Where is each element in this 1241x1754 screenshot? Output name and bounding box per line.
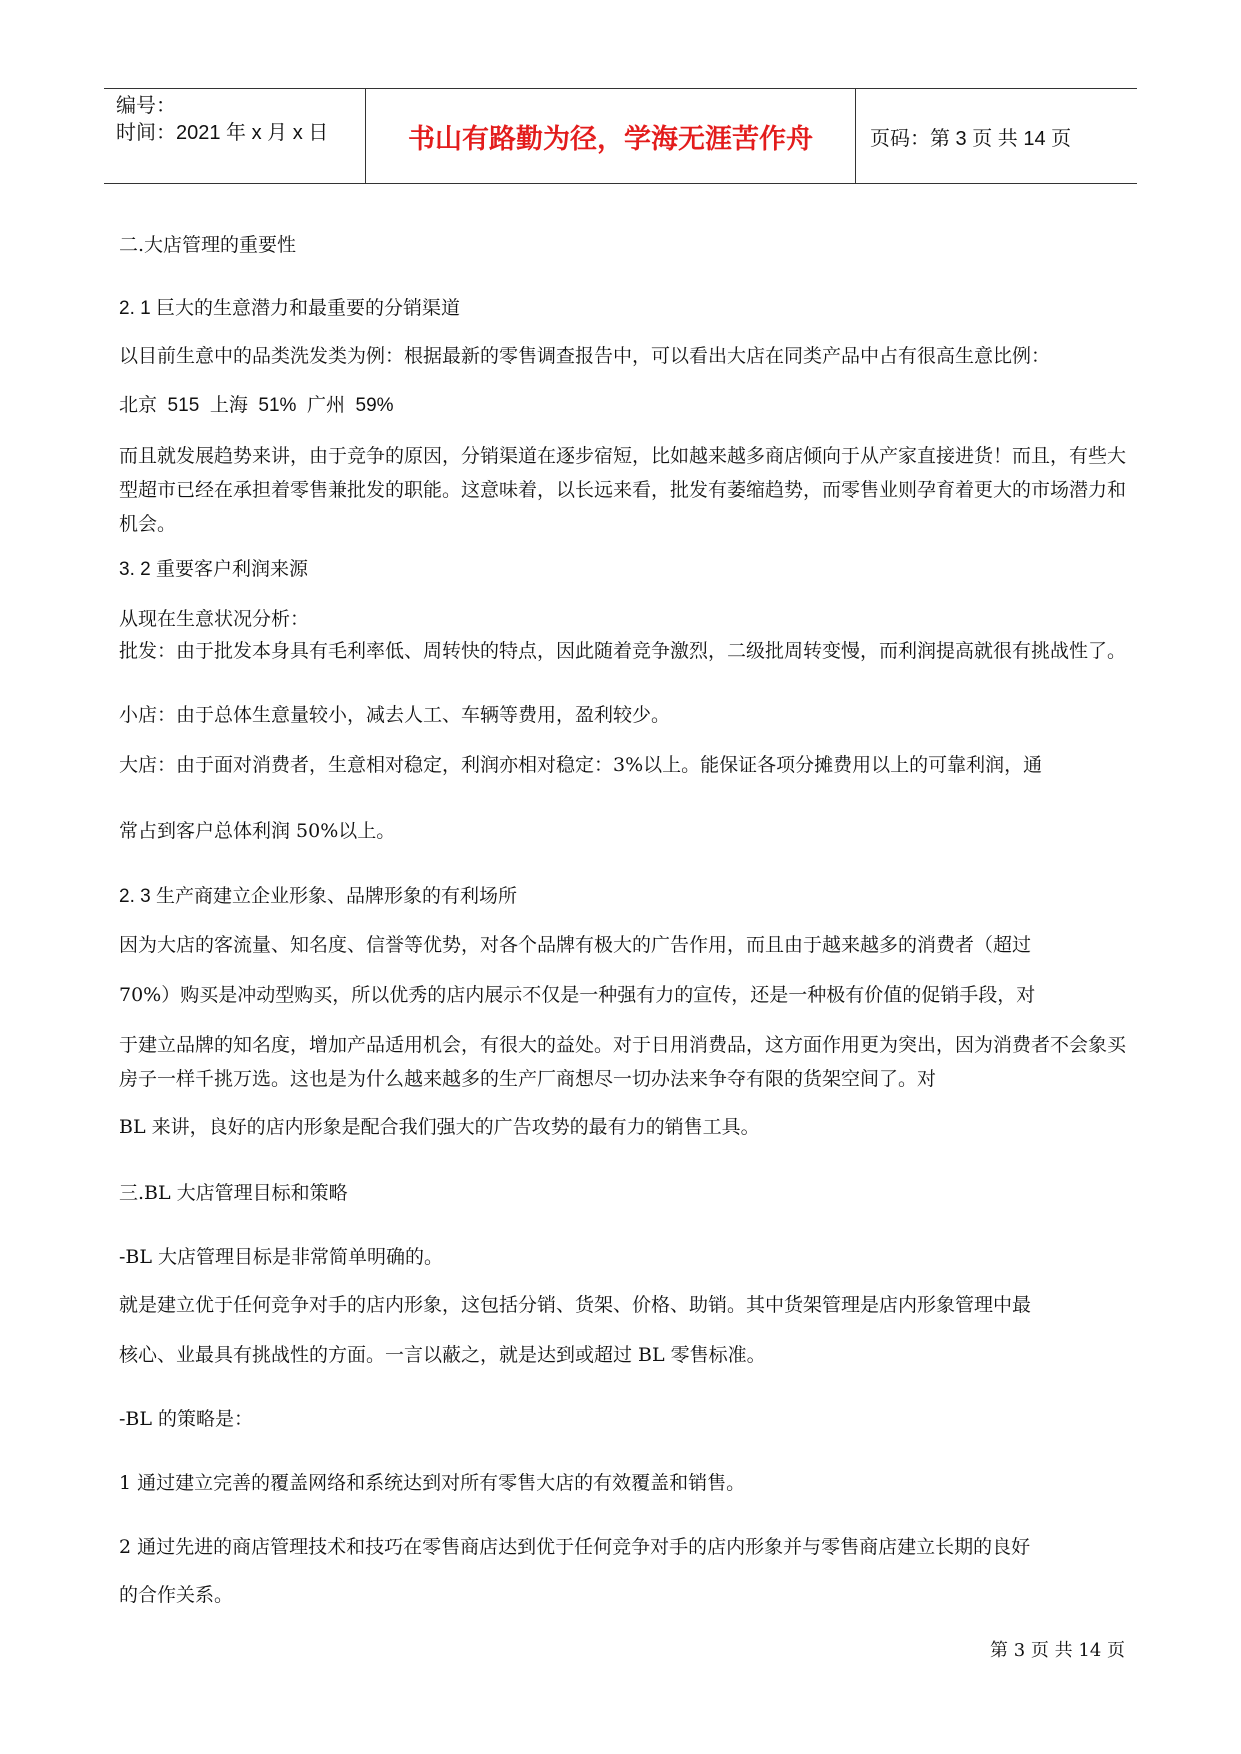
time-label: 时间：2021 年 x 月 x 日 bbox=[116, 122, 329, 144]
paragraph: 大店：由于面对消费者，生意相对稳定，利润亦相对稳定：3%以上。能保证各项分摊费用以上的可靠利润，通 bbox=[119, 754, 1043, 776]
page-footer: 第 3 页 共 14 页 bbox=[990, 1640, 1125, 1661]
strategy-item-1: 1 通过建立完善的覆盖网络和系统达到对所有零售大店的有效覆盖和销售。 bbox=[119, 1472, 746, 1494]
strategy-item-2-cont: 的合作关系。 bbox=[119, 1584, 234, 1606]
goal-title: -BL 大店管理目标是非常简单明确的。 bbox=[119, 1246, 444, 1268]
header-motto: 书山有路勤为径，学海无涯苦作舟 bbox=[366, 89, 856, 183]
header-meta-cell bbox=[104, 89, 366, 183]
header-page-label: 页码：第 3 页 共 14 页 bbox=[870, 127, 1072, 150]
paragraph: BL 来讲，良好的店内形象是配合我们强大的广告攻势的最有力的销售工具。 bbox=[119, 1116, 760, 1138]
paragraph: 就是建立优于任何竞争对手的店内形象，这包括分销、货架、价格、助销。其中货架管理是店内形象管理中最 bbox=[119, 1294, 1032, 1316]
paragraph: 而且就发展趋势来讲，由于竞争的原因，分销渠道在逐步宿短，比如越来越多商店倾向于从产家直接进货！而且，有些大型超市已经在承担着零售兼批发的职能。这意味着，以长远来看，批发有萎缩趋势，而零售业则孕育着更大的市场潜力和机会。 bbox=[119, 445, 1127, 535]
section-3-title: 三.BL 大店管理目标和策略 bbox=[119, 1182, 348, 1204]
strategy-item-2: 2 通过先进的商店管理技术和技巧在零售商店达到优于任何竞争对手的店内形象并与零售商店建立长期的良好 bbox=[119, 1536, 1031, 1558]
section-2-title: 二.大店管理的重要性 bbox=[119, 234, 297, 256]
city-stats: 北京 515 上海 51% 广州 59% bbox=[119, 395, 394, 416]
paragraph: 批发：由于批发本身具有毛利率低、周转快的特点，因此随着竞争激烈，二级批周转变慢，而利润提高就很有挑战性了。 bbox=[119, 640, 1127, 662]
paragraph: 常占到客户总体利润 50%以上。 bbox=[119, 820, 396, 842]
paragraph: 小店：由于总体生意量较小，减去人工、车辆等费用，盈利较少。 bbox=[119, 704, 671, 726]
paragraph: 从现在生意状况分析： bbox=[119, 608, 310, 630]
paragraph: 因为大店的客流量、知名度、信誉等优势，对各个品牌有极大的广告作用，而且由于越来越多的消费者（超过 bbox=[119, 934, 1032, 956]
subsection-3-2-title: 3. 2 重要客户利润来源 bbox=[119, 559, 308, 580]
paragraph: 于建立品牌的知名度，增加产品适用机会，有很大的益处。对于日用消费品，这方面作用更为突出，因为消费者不会象买房子一样千挑万选。这也是为什么越来越多的生产厂商想尽一切办法来争夺有限的货架空间了。对 bbox=[119, 1034, 1127, 1090]
paragraph: 70%）购买是冲动型购买，所以优秀的店内展示不仅是一种强有力的宣传，还是一种极有价值的促销手段，对 bbox=[119, 984, 1036, 1006]
strategy-title: -BL 的策略是： bbox=[119, 1408, 254, 1430]
paragraph: 以目前生意中的品类洗发类为例：根据最新的零售调查报告中，可以看出大店在同类产品中占有很高生意比例： bbox=[119, 345, 1051, 367]
paragraph: 核心、业最具有挑战性的方面。一言以蔽之，就是达到或超过 BL 零售标准。 bbox=[119, 1344, 766, 1366]
document-header bbox=[104, 88, 1137, 184]
subsection-2-3-title: 2. 3 生产商建立企业形象、品牌形象的有利场所 bbox=[119, 886, 517, 907]
subsection-2-1-title: 2. 1 巨大的生意潜力和最重要的分销渠道 bbox=[119, 298, 460, 319]
number-label: 编号： bbox=[116, 95, 176, 117]
